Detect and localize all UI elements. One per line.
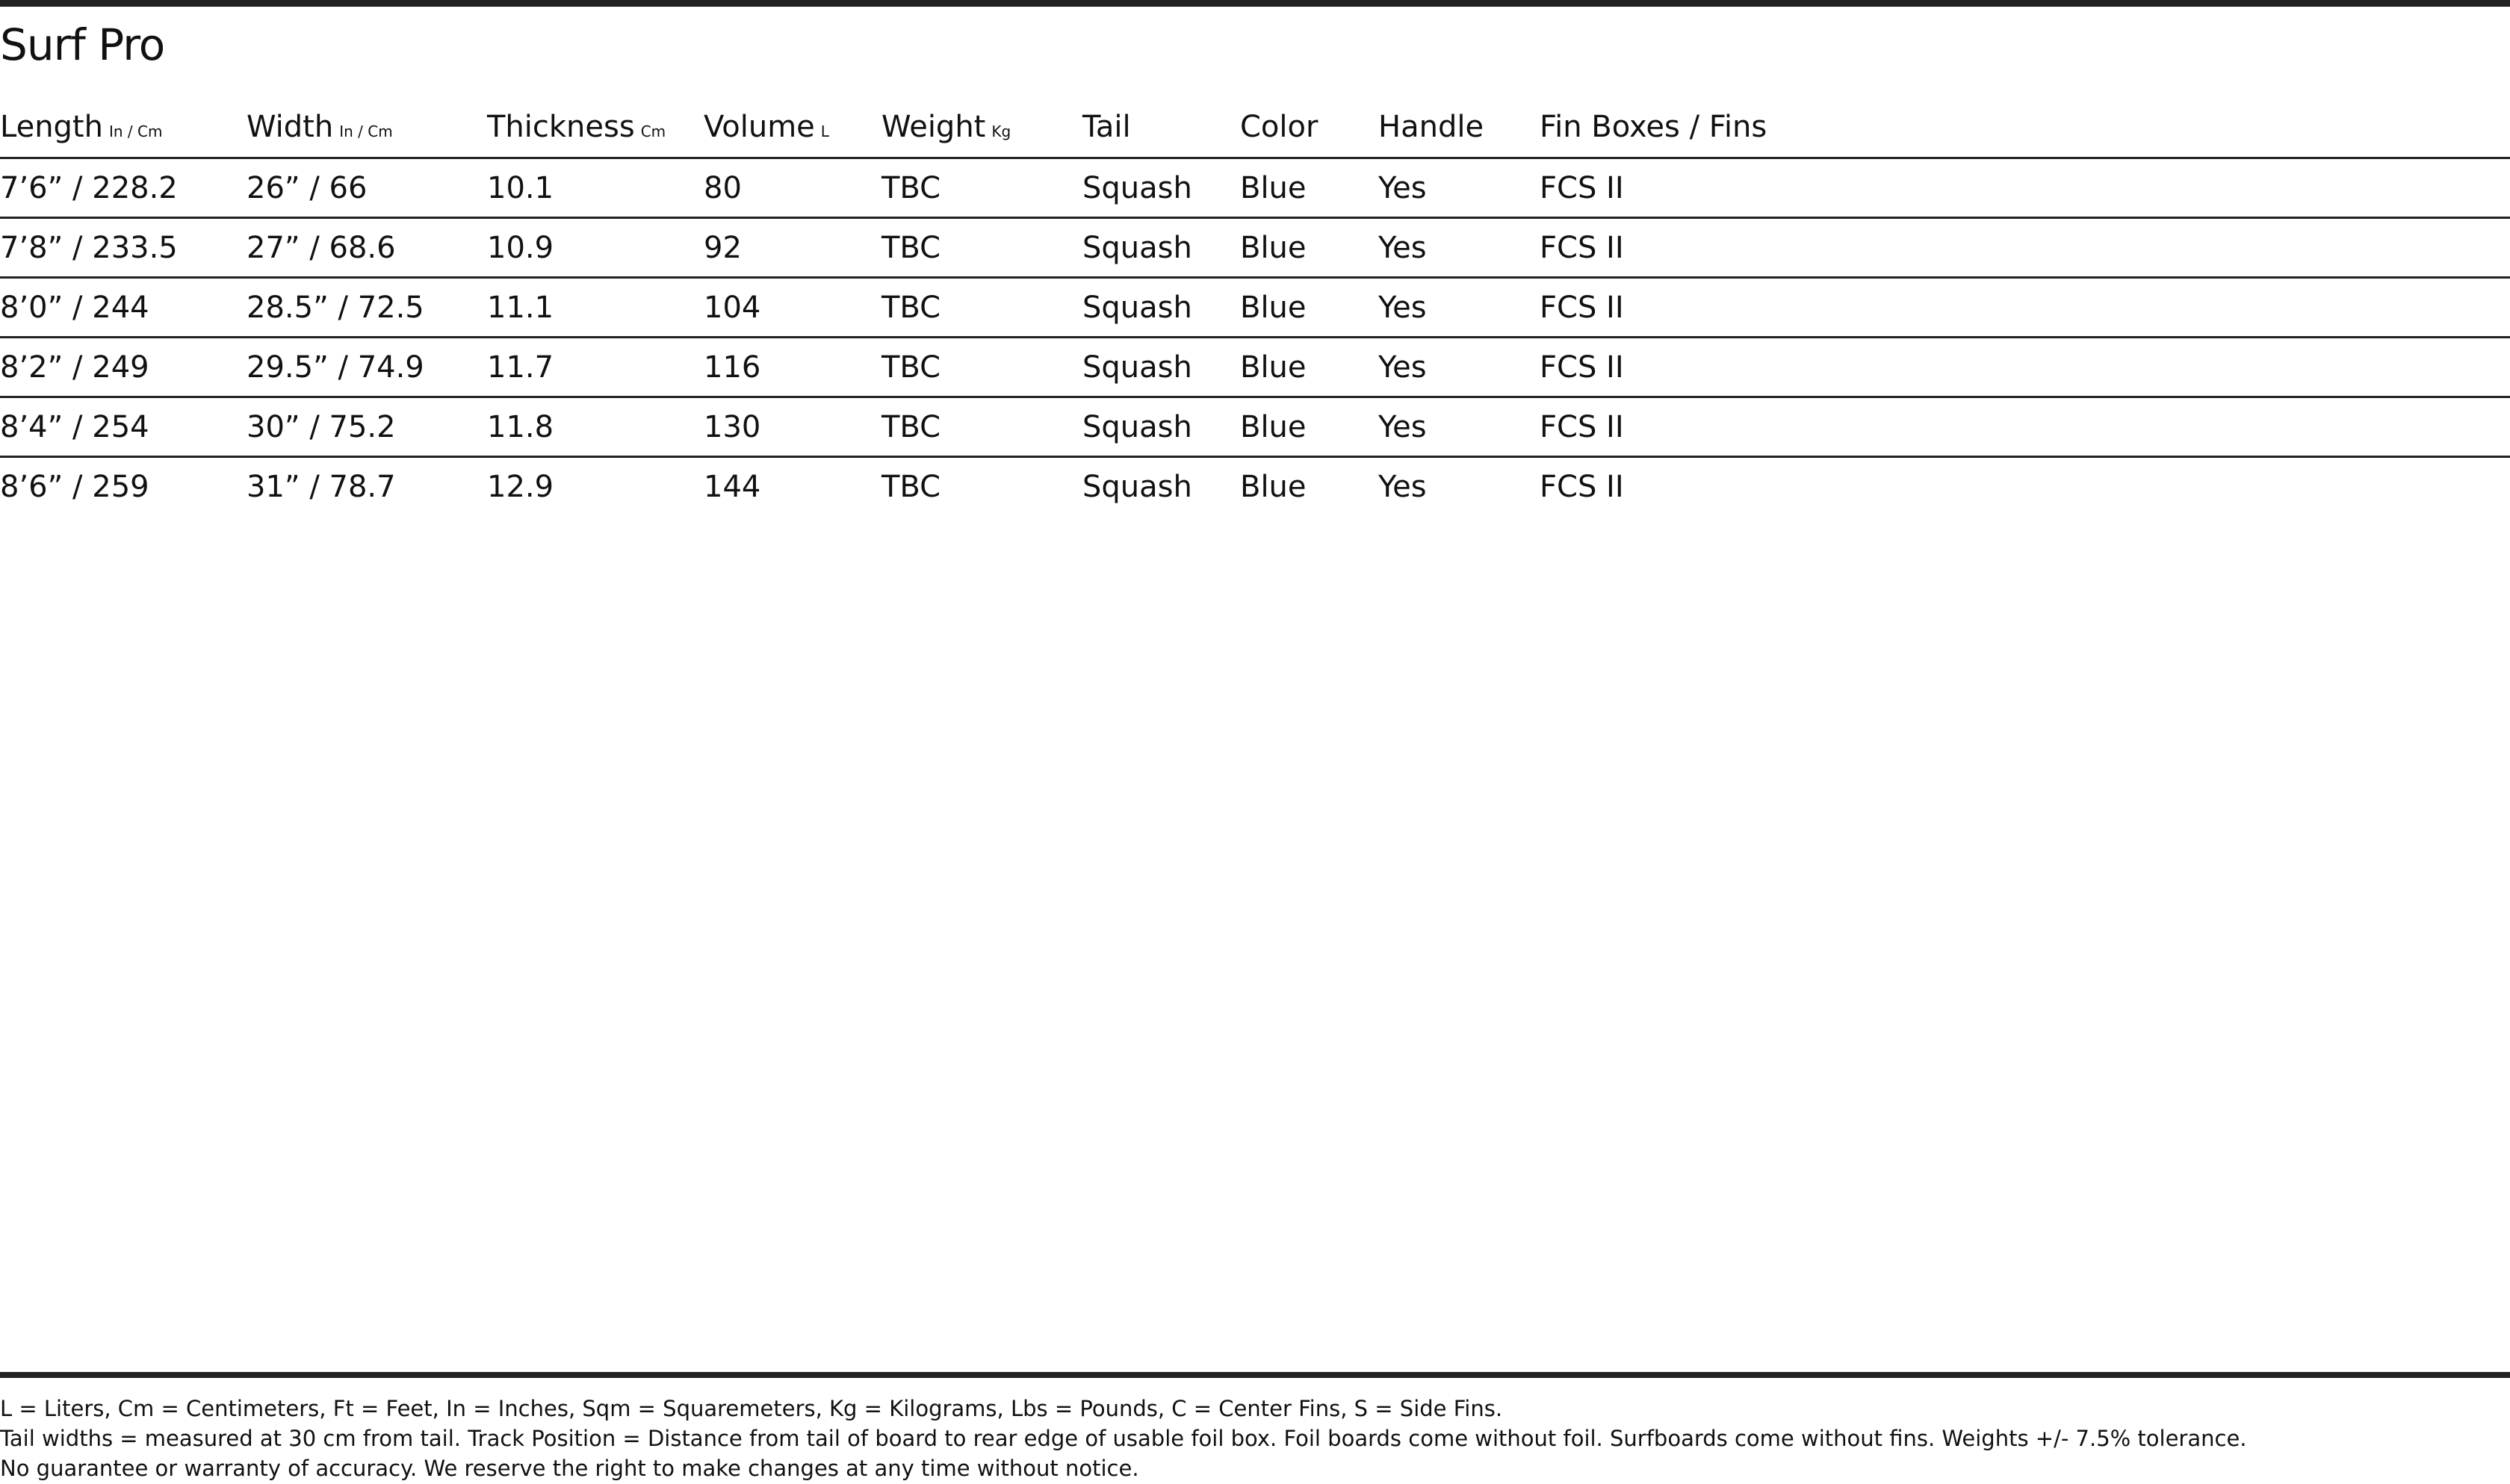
cell-width: 30” / 75.2 — [247, 397, 487, 457]
footnote-measurements: Tail widths = measured at 30 cm from tail. Track Position = Distance from tail of board to rear edge of usable foil box. Foil boards come without foil. Surfboards come without fins. Weights +/- 7.5% tolerance. — [0, 1426, 2247, 1451]
cell-thickness: 10.9 — [487, 218, 704, 278]
cell-volume: 144 — [704, 469, 761, 504]
cell-weight: TBC — [881, 158, 1082, 218]
cell-thickness: 11.7 — [487, 338, 704, 397]
cell-color: Blue — [1240, 158, 1378, 218]
table-row — [0, 158, 2510, 218]
cell-handle: Yes — [1378, 397, 1540, 457]
cell-thickness: 11.8 — [487, 397, 704, 457]
cell-volume: 92 — [704, 218, 881, 278]
cell-tail: Squash — [1082, 469, 1192, 504]
footnotes — [0, 1394, 2247, 1483]
cell-color: Blue — [1240, 338, 1378, 397]
cell-fins: FCS II — [1540, 397, 2510, 457]
cell-thickness: 12.9 — [487, 469, 554, 504]
cell-fins: FCS II — [1540, 338, 2510, 397]
column-header-length: Length In / Cm — [0, 97, 247, 158]
column-header-tail: Tail — [1082, 97, 1240, 158]
bottom-rule — [0, 1372, 2510, 1378]
table-row — [0, 457, 2510, 516]
table-header-row — [0, 97, 2510, 158]
cell-volume: 104 — [704, 278, 881, 338]
column-unit: In / Cm — [339, 122, 393, 140]
cell-volume: 116 — [704, 338, 881, 397]
cell-handle: Yes — [1378, 158, 1540, 218]
cell-thickness: 11.1 — [487, 278, 704, 338]
column-header-weight: Weight Kg — [881, 97, 1082, 158]
cell-handle: Yes — [1378, 218, 1540, 278]
column-unit: Cm — [640, 122, 666, 140]
cell-handle: Yes — [1378, 338, 1540, 397]
cell-weight: TBC — [881, 469, 941, 504]
cell-handle: Yes — [1378, 278, 1540, 338]
table-row — [0, 397, 2510, 457]
column-unit: Kg — [991, 122, 1011, 140]
cell-length: 8’4” / 254 — [0, 397, 247, 457]
cell-length: 7’6” / 228.2 — [0, 158, 247, 218]
column-unit: In / Cm — [108, 122, 163, 140]
cell-volume: 130 — [704, 397, 881, 457]
cell-width: 29.5” / 74.9 — [247, 338, 487, 397]
column-header-volume: Volume L — [704, 97, 881, 158]
cell-width: 27” / 68.6 — [247, 218, 487, 278]
column-unit: L — [820, 122, 829, 140]
cell-fins: FCS II — [1540, 278, 2510, 338]
specs-table — [0, 97, 2510, 515]
top-rule — [0, 0, 2510, 7]
column-header-color: Color — [1240, 97, 1378, 158]
cell-thickness: 10.1 — [487, 158, 704, 218]
cell-weight: TBC — [881, 397, 1082, 457]
cell-fins: FCS II — [1540, 469, 1624, 504]
column-header-handle: Handle — [1378, 97, 1540, 158]
cell-fins: FCS II — [1540, 218, 2510, 278]
cell-width: 31” / 78.7 — [247, 469, 396, 504]
cell-weight: TBC — [881, 338, 1082, 397]
column-header-width: Width In / Cm — [247, 97, 487, 158]
page-title: Surf Pro — [0, 19, 165, 70]
footnote-disclaimer: No guarantee or warranty of accuracy. We reserve the right to make changes at any time without notice. — [0, 1456, 1139, 1481]
cell-color: Blue — [1240, 218, 1378, 278]
cell-tail: Squash — [1082, 338, 1240, 397]
cell-tail: Squash — [1082, 218, 1240, 278]
cell-volume: 80 — [704, 158, 881, 218]
cell-color: Blue — [1240, 397, 1378, 457]
cell-length: 7’8” / 233.5 — [0, 218, 247, 278]
cell-length: 8’6” / 259 — [0, 469, 149, 504]
cell-color: Blue — [1240, 278, 1378, 338]
cell-weight: TBC — [881, 278, 1082, 338]
cell-width: 26” / 66 — [247, 158, 487, 218]
cell-width: 28.5” / 72.5 — [247, 278, 487, 338]
table-row — [0, 338, 2510, 397]
cell-tail: Squash — [1082, 158, 1240, 218]
table-row — [0, 218, 2510, 278]
cell-handle: Yes — [1378, 469, 1427, 504]
table-row — [0, 278, 2510, 338]
cell-color: Blue — [1240, 469, 1307, 504]
cell-length: 8’2” / 249 — [0, 338, 247, 397]
column-header-thickness: Thickness Cm — [487, 97, 704, 158]
cell-length: 8’0” / 244 — [0, 278, 247, 338]
cell-fins: FCS II — [1540, 158, 2510, 218]
footnote-abbreviations: L = Liters, Cm = Centimeters, Ft = Feet, In = Inches, Sqm = Squaremeters, Kg = Kilograms, Lbs = Pounds, C = Center Fins, S = Side Fins. — [0, 1396, 1503, 1421]
column-header-fins: Fin Boxes / Fins — [1540, 97, 2510, 158]
cell-tail: Squash — [1082, 278, 1240, 338]
cell-tail: Squash — [1082, 397, 1240, 457]
cell-weight: TBC — [881, 218, 1082, 278]
